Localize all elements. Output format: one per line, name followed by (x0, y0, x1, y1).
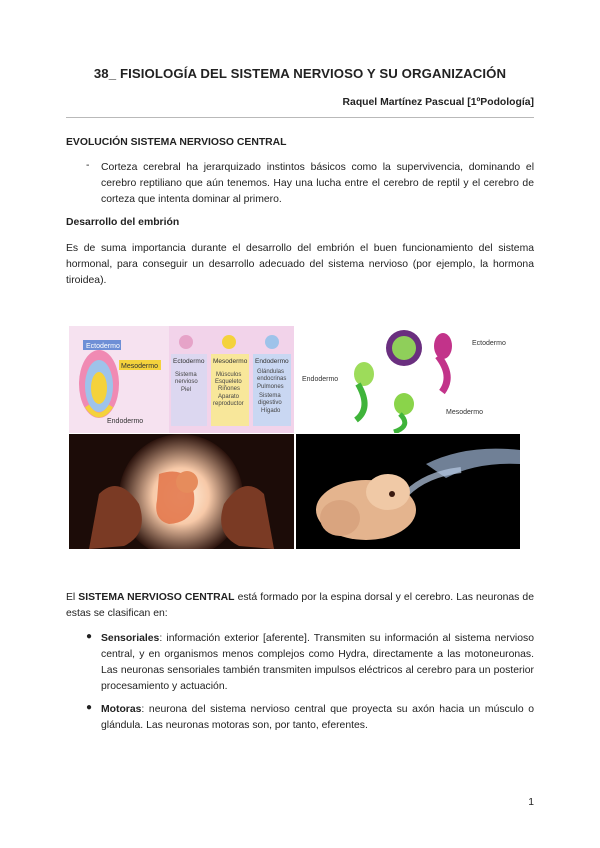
bullet-dot: ● (86, 702, 93, 713)
text-sensoriales: : información exterior [aferente]. Transmiten su información al sistema nervioso central, y en organismos menos complejos como Hydra, directamente a las motoneuronas. Las neuronas sensoriales también transmiten impulsos eléctricos al cerebro para un posterior procesamiento y actuación. (101, 633, 534, 692)
col2-item: Esqueleto (215, 379, 242, 385)
col3-item: Hígado (261, 408, 281, 414)
label-endodermo-left: Endodermo (107, 418, 144, 425)
author-line: Raquel Martínez Pascual [1ºPodología] (342, 97, 534, 108)
germ-layers-diagram (69, 326, 294, 433)
header-divider (66, 117, 534, 118)
col3-item: Glándulas (257, 369, 285, 375)
embryo-in-hands-photo (69, 434, 294, 549)
col2-item: Aparato (218, 394, 240, 400)
term-motoras: Motoras (101, 704, 142, 715)
col2-head: Mesodermo (213, 358, 248, 365)
embryo-layers-illustration (296, 326, 520, 433)
col1-head: Ectodermo (173, 358, 205, 365)
page-number: 1 (528, 797, 534, 808)
col1-item: Sistema (175, 372, 197, 378)
snc-rest: está formado por la espina dorsal y el cerebro. Las neuronas de estas se clasifican en: (66, 592, 534, 619)
snc-prefix: El (66, 592, 79, 603)
term-sensoriales: Sensoriales (101, 633, 160, 644)
col2-item: Riñones (218, 386, 241, 392)
list-item-motoras (101, 702, 534, 734)
col1-item: nervioso (175, 379, 198, 385)
col2-item: Músculos (216, 372, 242, 378)
col3-head: Endodermo (255, 358, 289, 365)
section-heading: EVOLUCIÓN SISTEMA NERVIOSO CENTRAL (66, 137, 287, 148)
paragraph-embrion: Es de suma importancia durante el desarrollo del embrión el buen funcionamiento del sistema hormonal, para conseguir un desarrollo adecuado del sistema nervioso (por ejemplo, la hormona tiroidea). (66, 243, 534, 286)
label-endodermo-right: Endodermo (302, 376, 339, 383)
paragraph-corteza: Corteza cerebral ha jerarquizado instintos básicos como la supervivencia, dominando el cerebro reptiliano que aún tenemos. Hay una lucha entre el cerebro de reptil y el cerebro de corteza que intenta dominar al primero. (101, 162, 534, 205)
col3-item: digestivo (258, 400, 282, 406)
document-title: 38_ FISIOLOGÍA DEL SISTEMA NERVIOSO Y SU ORGANIZACIÓN (93, 66, 507, 81)
col3-item: Sistema (259, 393, 281, 399)
dash-bullet: - (86, 160, 90, 171)
col3-item: endocrinas (257, 376, 287, 382)
label-ectodermo-right: Ectodermo (472, 340, 506, 347)
col2-item: reproductor (213, 401, 244, 407)
snc-bold: SISTEMA NERVIOSO CENTRAL (78, 592, 235, 603)
embryo-photo (296, 434, 520, 549)
list-item-sensoriales (101, 631, 534, 695)
text-motoras: : neurona del sistema nervioso central que proyecta su axón hacia un músculo o glándula. Las neuronas motoras son, por tanto, eferentes. (101, 704, 534, 731)
label-mesodermo-right: Mesodermo (446, 409, 483, 416)
label-ectodermo-left: Ectodermo (86, 343, 120, 350)
paragraph-snc (66, 590, 534, 622)
label-mesodermo-left: Mesodermo (121, 363, 158, 370)
col1-item: Piel (181, 387, 192, 393)
bullet-dot: ● (86, 631, 93, 642)
col3-item: Pulmones (257, 384, 284, 390)
subheading-embrion: Desarrollo del embrión (66, 217, 180, 228)
